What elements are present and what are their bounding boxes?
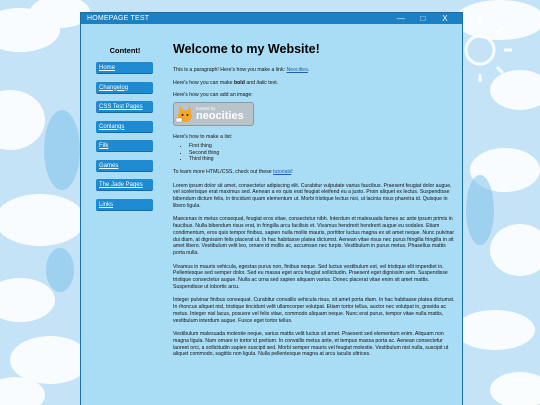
list-item: • Third thing [189,156,456,163]
maximize-icon[interactable]: □ [420,14,426,23]
text: Here's how you can make [173,79,234,86]
tutorials-link[interactable]: tutorials [273,168,292,175]
badge-brand-text: neocities [196,110,244,123]
sidebar-item-filk[interactable]: Filk [96,140,153,152]
sidebar-item-the-jade-pages[interactable]: The Jade Pages [96,179,153,191]
text: To learn more HTML/CSS, check out these [173,168,274,175]
list-item: • Second thing [189,150,456,157]
sidebar-item-css-test-pages[interactable]: CSS Test Pages [96,101,153,113]
sidebar-item-games[interactable]: Games [96,160,153,172]
page-title: Welcome to my Website! [173,42,320,56]
list-item: • First thing [189,143,456,150]
paragraph-bold-italic [173,80,456,87]
sidebar [81,24,169,218]
text: . [307,67,310,73]
text: ! [291,168,293,175]
text: This is a paragraph! Here's how you make a link: [173,67,287,73]
badge-hosted-text: hosted by [196,106,216,112]
window-titlebar[interactable] [81,13,462,24]
lorem-paragraph: Maecenas in metus consequat, feugiat eros vitae, consectetur nibh. Interdum et malesuada fames ac ante ipsum primis in faucibus. Nulla bibendum risus erat, in fringilla arcu facilisis et. Vivamus hendrerit hendrerit augue eu sodales. Etiam condimentum, eros quis tempor finibus, sapien nulla mollis mauris, porttitor luctus magna ex sit amet neque. Nunc pulvinar dui diam, at dignissim felis placerat ut. In hac habitasse platea dictumst. Aenean vitae risus nec purus fringilla fringilla in sit amet libero. Vestibulum velit leo, ornare id mollis ac, accumsan nec turpis. Vestibulum in purus metus. Phasellus mattis porta nulla. [173,216,455,256]
window-title: HOMEPAGE TEST [87,15,150,22]
text: and [244,79,257,86]
neocities-cat-icon [174,103,196,125]
bold-text: bold [233,79,245,86]
sidebar-item-home[interactable]: Home [96,62,153,74]
lorem-paragraph: Integer pulvinar finibus consequat. Curabitur convallis vehicula risus, sit amet porta diam. In hac habitasse platea dictumst. In rhoncus aliquet nisl, tristique tincidunt velit ullamcorper volutpat. Etiam tortor tellus, auctor nec volutpat in, gravida ac metus. Integer nisl lacus, posuere vel felis vitae, commodo aliquam neque. Nunc erat purus, tempor vitae nulla mattis, vestibulum interdum augue. Fusce eget tortor tellus. [173,297,455,324]
sidebar-item-changelog[interactable]: Changelog [96,82,153,94]
minimize-icon[interactable]: — [396,14,406,23]
sidebar-item-conlangs[interactable]: Conlangs [96,121,153,133]
paragraph-list: Here's how to make a list: [173,134,233,141]
lorem-paragraph: Vestibulum malesuada molestie neque, varius mattis velit luctus sit amet. Praesent sed elementum enim. Aliquam non magna ligula. Nam ornare in tortor id pretium. In convallis metus ante, et tempus massa porta ac. Aenean consectetur laoreet orci, a sollicitudin sapien suscipit sed. Morbi semper mauris vel feugiat molestie. Vestibulum nisl nulla, suscipit ut aliquet commodo, sagittis non ligula. Nulla pellentesque magna at arcu iaculis ultrices. [173,331,449,358]
browser-window [80,12,463,405]
main-content [173,24,456,358]
paragraph-link [173,67,456,74]
italic-text: italic [256,79,267,86]
sidebar-nav [81,62,169,211]
neocities-badge [173,102,254,126]
sidebar-item-links[interactable]: Links [96,199,153,211]
example-list [173,143,456,163]
paragraph-image: Here's how you can add an image: [173,92,253,99]
lorem-paragraph: Lorem ipsum dolor sit amet, consectetur adipiscing elit. Curabitur vulputate varius faucibus. Praesent feugiat dolor augue, vel scelerisque erat maximus sed. Aenean a ex quis erat feugiat eleifend eu a justo. Proin aliquet ex lectus. Suspendisse bibendum dictum felis, in tincidunt quam elementum ut. Morbi tristique lectus nisi, ut lacinia risus pharetra id. Quisque in libero ligula. [173,182,452,209]
sidebar-heading: Content! [109,46,141,55]
lorem-paragraph: Vivamus in mauris vehicula, egestas purus non, finibus neque. Sed luctus vestibulum est, vel tristique elit imperdiet in. Pellentesque sed semper dolor. Sed eu massa eget arcu feugiat sollicitudin. Praesent eget dignissim sem. Suspendisse tristique consectetur augue. Nulla ac urna sed sapien aliquam varius. Donec placerat vitae enim sit amet mattis. Suspendisse ut lobortis arcu. [173,263,448,290]
paragraph-tutorials [173,169,456,176]
neocities-link[interactable]: Neocities [286,67,308,73]
close-icon[interactable]: X [442,14,448,23]
text: text. [266,79,279,86]
